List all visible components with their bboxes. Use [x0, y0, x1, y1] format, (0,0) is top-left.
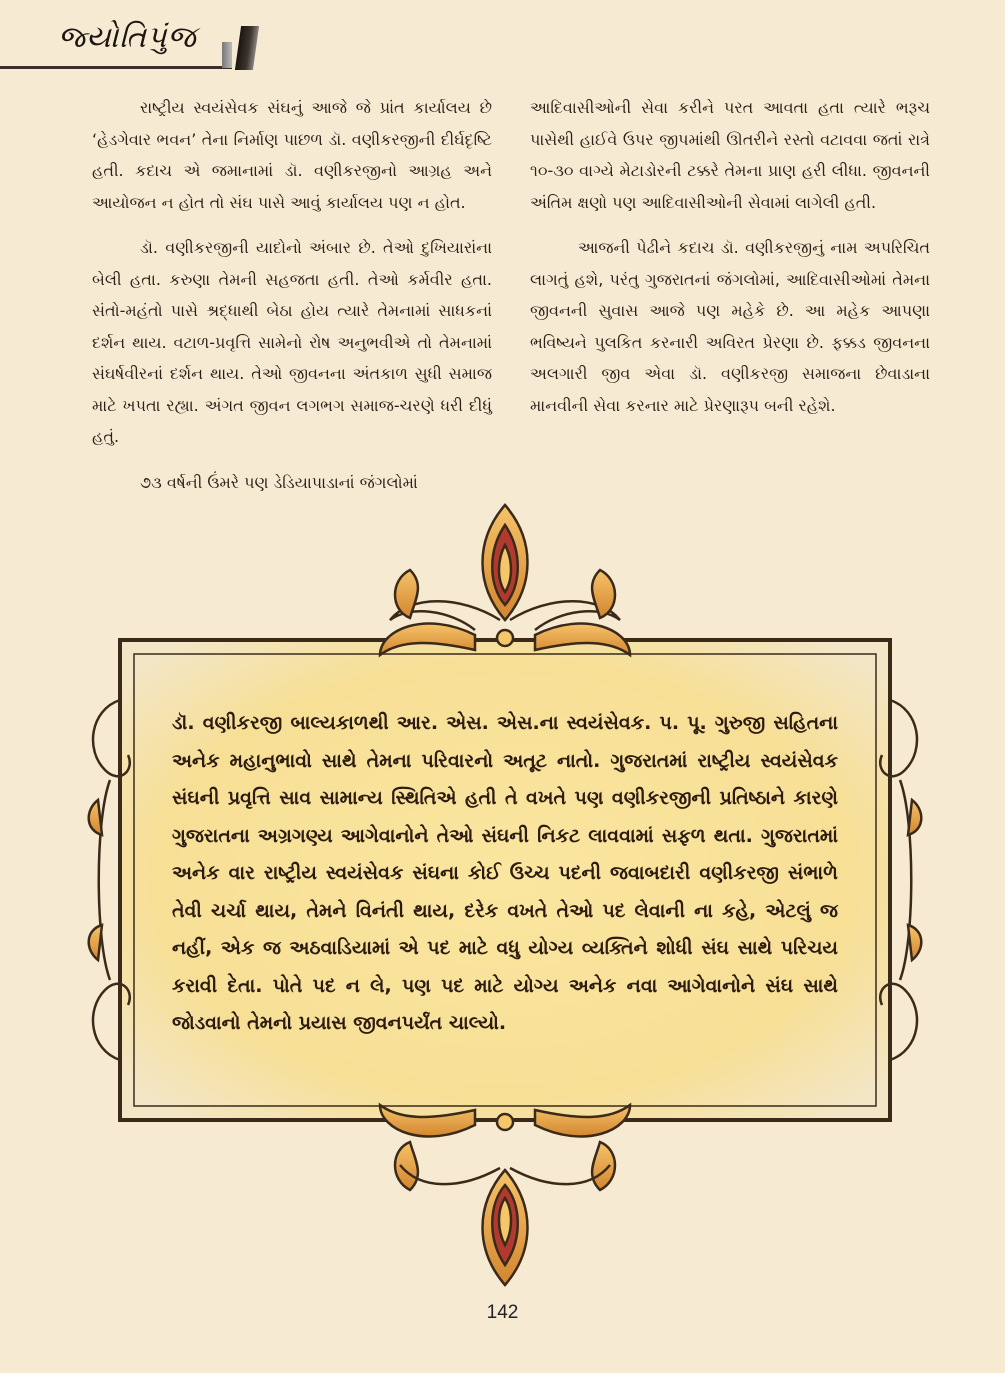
header-accent-bar-light: [222, 42, 232, 68]
header-accent-bar: [235, 26, 259, 70]
paragraph: રાષ્ટ્રીય સ્વયંસેવક સંઘનું આજે જે પ્રાંત કાર્યાલય છે ‘હેડગેવાર ભવન’ તેના નિર્માણ પાછળ ડૉ. વણીકરજીની દીર્ઘદૃષ્ટિ હતી. કદાચ એ જમાનામાં ડૉ. વણીકરજીનો આગ્રહ અને આયોજન ન હોત તો સંઘ પાસે આવું કાર્યાલય પણ ન હોત.: [92, 98, 492, 212]
paragraph: ડૉ. વણીકરજીની યાદોનો અંબાર છે. તેઓ દુખિયારાંના બેલી હતા. કરુણા તેમની સહજતા હતી. તેઓ કર્મવીર હતા. સંતો-મહંતો પાસે શ્રદ્ધાથી બેઠા હોય ત્યારે તેમનામાં સાધકનાં દર્શન થાય. વટાળ-પ્રવૃત્તિ સામેનો રોષ અનુભવીએ તો તેમનામાં સંઘર્ષવીરનાં દર્શન થાય. તેઓ જીવનના અંતકાળ સુધી સમાજ માટે ખપતા રહ્યા. અંગત જીવન લગભગ સમાજ-ચરણે ધરી દીધું હતું.: [92, 238, 492, 446]
right-column: [530, 92, 930, 435]
highlight-box-text: ડૉ. વણીકરજી બાલ્યકાળથી આર. એસ. એસ.ના સ્વયંસેવક. પ. પૂ. ગુરુજી સહિતના અનેક મહાનુભાવો સાથે તેમના પરિવારનો અતૂટ નાતો. ગુજરાતમાં રાષ્ટ્રીય સ્વયંસેવક સંઘની પ્રવૃત્તિ સાવ સામાન્ય સ્થિતિએ હતી તે વખતે પણ વણીકરજીની પ્રતિષ્ઠાને કારણે ગુજરાતના અગ્રગણ્ય આગેવાનોને તેઓ સંઘની નિકટ લાવવામાં સફળ થતા. ગુજરાતમાં અનેક વાર રાષ્ટ્રીય સ્વયંસેવક સંઘના કોઈ ઉચ્ચ પદની જવાબદારી વણીકરજી સંભાળે તેવી ચર્ચા થાય, તેમને વિનંતી થાય, દરેક વખતે તેઓ પદ લેવાની ના કહે, એટલું જ નહીં, એક જ અઠવાડિયામાં એ પદ માટે વધુ યોગ્ય વ્યક્તિને શોધી સંઘ સાથે પરિચય કરાવી દેતા. પોતે પદ ન લે, પણ પદ માટે યોગ્ય અનેક નવા આગેવાનોને સંઘ સાથે જોડવાનો તેમનો પ્રયાસ જીવનપર્યંત ચાલ્યો.: [172, 712, 838, 1034]
paragraph: આજની પેઢીને કદાચ ડૉ. વણીકરજીનું નામ અપરિચિત લાગતું હશે, પરંતુ ગુજરાતનાં જંગલોમાં, આદિવાસીઓમાં તેમના જીવનની સુવાસ આજે પણ મહેકે છે. આ મહેક આપણા ભવિષ્યને પુલકિત કરનારી અવિરત પ્રેરણા છે. ફક્કડ જીવનના અલગારી જીવ એવા ડૉ. વણીકરજી સમાજના છેવાડાના માનવીની સેવા કરનાર માટે પ્રેરણારૂપ બની રહેશે.: [530, 238, 930, 415]
paragraph: ૭૩ વર્ષની ઉંમરે પણ ડેડિયાપાડાનાં જંગલોમાં: [140, 472, 418, 492]
running-title: જ્યોતિપુંજ: [58, 20, 197, 55]
paragraph: આદિવાસીઓની સેવા કરીને પરત આવતા હતા ત્યારે ભરૂચ પાસેથી હાઈવે ઉપર જીપમાંથી ઊતરીને રસ્તો વટાવવા જતાં રાત્રે ૧૦-૩૦ વાગ્યે મેટાડોરની ટક્કરે તેમના પ્રાણ હરી લીધા. જીવનની અંતિમ ક્ષણો પણ આદિવાસીઓની સેવામાં લાગેલી હતી.: [530, 98, 930, 212]
left-column: [92, 92, 492, 512]
bottom-flourish: [380, 1105, 630, 1285]
page-number: 142: [486, 1302, 519, 1323]
header-rule: [0, 66, 232, 69]
top-flourish: [380, 505, 630, 655]
page-header: [0, 0, 1005, 80]
